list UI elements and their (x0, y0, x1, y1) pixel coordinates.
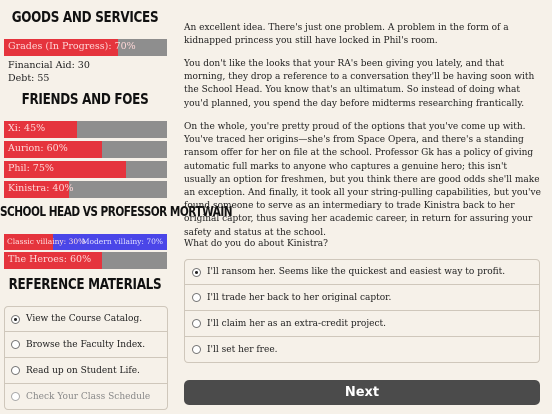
story-panel (184, 0, 544, 414)
choice-ransom[interactable] (184, 259, 540, 285)
relationship-bar-kinistra (4, 181, 167, 198)
friends-heading: FRIENDS AND FOES (21, 90, 149, 108)
story-paragraph: On the whole, you're pretty proud of the options that you've come up with. You've traced her origins—she's from Space Opera, and there's a standing ransom offer for her on file at the school. Professor Gk has a policy of giving automatic full marks to anyone who captures a genuine hero; this isn't usually an option for freshmen, but you think there are good odds she'll make an exception. And finally, it took all your string-pulling capabilities, but you've found someone to serve as an intermediary to trade Kinistra back to her original captor, thus saving her academic career, in return for assuring your safety and status at the school. (184, 122, 541, 238)
radio-icon (192, 268, 201, 277)
radio-icon (11, 366, 20, 375)
choice-trade-back[interactable] (184, 285, 540, 311)
grades-bar-label: Grades (In Progress): 70% (8, 41, 136, 52)
relationship-bar-label: Xi: 45% (8, 123, 46, 134)
relationship-bar-xi (4, 121, 167, 138)
reference-item-faculty-index[interactable] (4, 332, 168, 358)
modern-villainy-label: Modern villainy: 70% (81, 237, 163, 246)
grades-bar (4, 39, 167, 56)
stats-panel (0, 0, 233, 414)
reference-item-label: Read up on Student Life. (26, 365, 140, 376)
radio-icon (11, 392, 20, 401)
relationship-bar-phil (4, 161, 167, 178)
radio-icon (192, 345, 201, 354)
reference-item-class-schedule[interactable] (4, 384, 168, 410)
choice-question: What do you do about Kinistra? (184, 239, 328, 249)
choice-label: I'll set her free. (207, 344, 278, 355)
reference-item-student-life[interactable] (4, 358, 168, 384)
choice-label: I'll claim her as an extra-credit project. (207, 318, 386, 329)
choice-extra-credit[interactable] (184, 311, 540, 337)
debt-text: Debt: 55 (8, 73, 50, 84)
reference-item-label: View the Course Catalog. (26, 314, 143, 324)
relationship-bar-label: Kinistra: 40% (8, 183, 74, 194)
choice-set-free[interactable] (184, 337, 540, 363)
reference-item-course-catalog[interactable] (4, 306, 168, 332)
story-paragraph: You don't like the looks that your RA's been giving you lately, and that morning, they drop a reference to a conversation they'll be having soon with the School Head. You know that's an ultimatum. So instead of doing what you'd planned, you spend the day before midterms researching frantically. (184, 59, 535, 109)
reference-heading: REFERENCE MATERIALS (8, 275, 162, 293)
classic-villainy-label: Classic villainy: 30% (7, 237, 86, 246)
financial-aid-text: Financial Aid: 30 (8, 60, 90, 71)
relationship-bar-aurion (4, 141, 167, 158)
heroes-bar-label: The Heroes: 60% (8, 254, 92, 265)
heroes-bar (4, 252, 167, 269)
goods-heading: GOODS AND SERVICES (11, 8, 159, 26)
relationship-bar-label: Phil: 75% (8, 163, 54, 174)
radio-icon (192, 293, 201, 302)
reference-item-label: Browse the Faculty Index. (26, 339, 146, 350)
next-button[interactable]: Next (184, 380, 540, 405)
choice-label: I'll ransom her. Seems like the quickest and easiest way to profit. (207, 267, 506, 277)
reference-menu (4, 306, 168, 410)
head-vs-heading: SCHOOL HEAD VS PROFESSOR MORTWAIN (0, 204, 233, 220)
choice-list (184, 259, 540, 363)
radio-icon (192, 319, 201, 328)
villainy-bar (4, 234, 167, 250)
reference-item-label: Check Your Class Schedule (26, 391, 151, 402)
relationship-bar-label: Aurion: 60% (8, 143, 68, 154)
story-paragraph: An excellent idea. There's just one problem. A problem in the form of a kidnapped princess you still have locked in Phil's room. (184, 23, 509, 47)
radio-icon (11, 315, 20, 324)
radio-icon (11, 340, 20, 349)
choice-label: I'll trade her back to her original captor. (207, 292, 392, 303)
